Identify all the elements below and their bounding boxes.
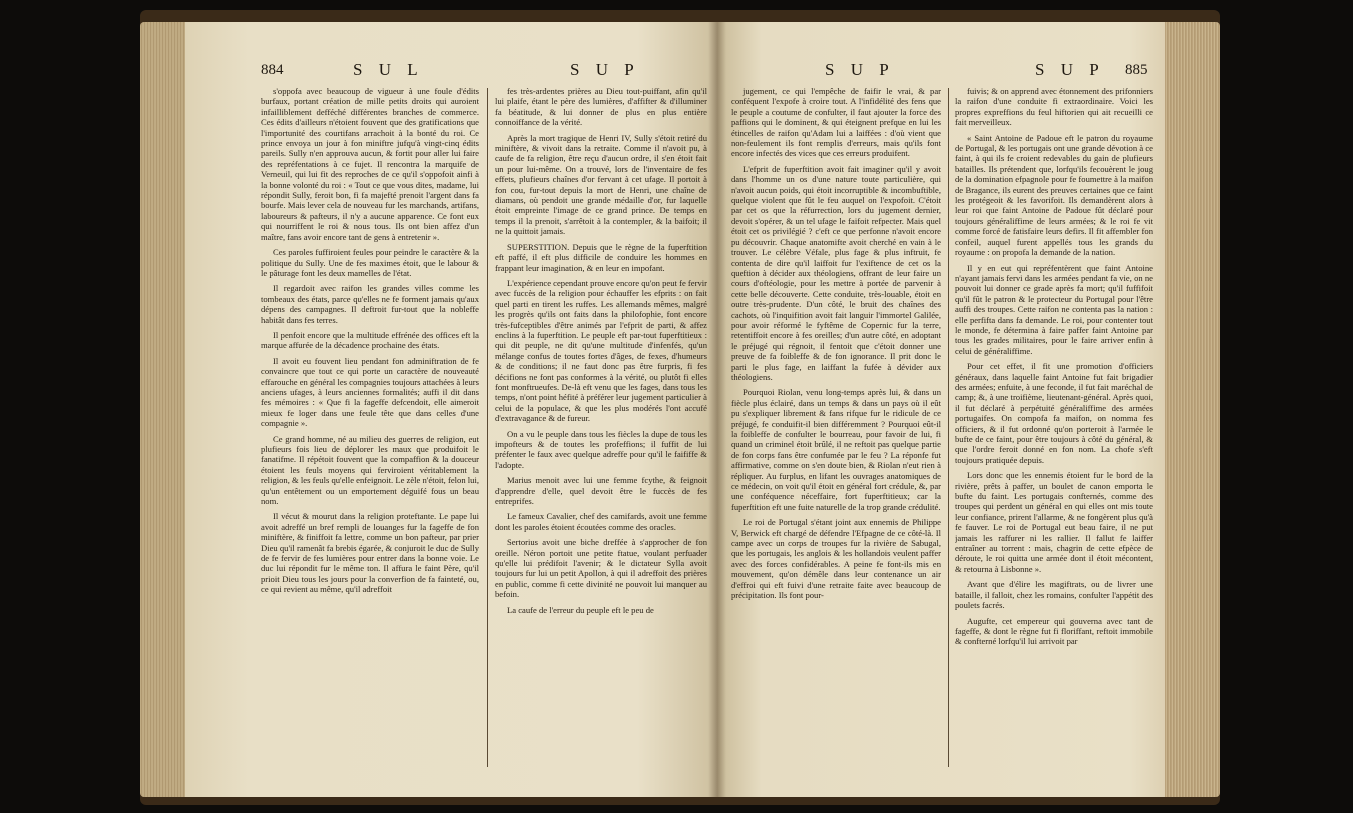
column-divider	[487, 88, 488, 767]
paragraph: Le fameux Cavalier, chef des camifards, avoit une femme dont les paroles étoient écoutées comme des oracles.	[495, 511, 707, 532]
paragraph: Pourquoi Riolan, venu long-temps après lui, & dans un fiècle plus éclairé, dans un temps & dans un pays où il eût pu s'expliquer librement & fans rifque fur le ridicule de ce préjugé, fe conduifit-il bien différemment ? Pourquoi eût-il la foibleffe de confulter le bourreau, pour favoir de lui, fi quand un criminel étoit brûlé, il ne reftoit pas quelque partie de fon corps fans être confumée par le feu ? La réponfe fut affirmative, comme on s'en doute bien, & Riolan n'eut rien à répliquer. Au furplus, en lifant les ouvrages anatomiques de ce médecin, on voit qu'il étoit en général fort crédule, &, par une conféquence néceffaire, fort fuperftitieux; car la fuperftition eft une fuite naturelle de la trop grande crédulité.	[731, 387, 941, 512]
paragraph: fuivis; & on apprend avec étonnement des prifonniers la raifon d'une conduite fi extraordinaire. Voici les propres expreffions du feul hiftorien qui ait recueilli ce fait merveilleux.	[955, 86, 1153, 128]
right-page-header-col2: S U P	[1035, 60, 1105, 79]
paragraph: Lors donc que les ennemis étoient fur le bord de la rivière, prêts à paffer, un boulet de canon emporta le bufte du faint. Les portugais confternés, comme des troupes qui perdent un général en qui elles ont mis toute leur confiance, prirent l'allarme, & ne fongèrent plus qu'à fe fauver. Le roi de Portugal eut beau faire, il ne put jamais les raffurer ni les rallier. Il fallut fe laiffer entraîner au torrent : mais, chagrin de cette efpèce de déroute, le roi quitta une armée dont il étoit mécontent, & retourna à Lisbonne ».	[955, 470, 1153, 574]
book-gutter	[708, 22, 726, 797]
right-page-number: 885	[1125, 62, 1148, 78]
right-page-column-2	[955, 86, 1153, 777]
paragraph: fes très-ardentes prières au Dieu tout-puiffant, afin qu'il lui plaife, étant le père des lumières, d'affifter & d'illuminer fa béatitude, & lui donner de plus en plus entière connoiffance de la vérité.	[495, 86, 707, 128]
paragraph: SUPERSTITION. Depuis que le règne de la fuperftition eft paffé, il eft plus difficile de conduire les hommes en frappant leur imagination, & en leur en impofant.	[495, 241, 707, 273]
left-page	[185, 22, 717, 797]
paragraph: Pour cet effet, il fit une promotion d'officiers généraux, dans laquelle faint Antoine fut fait brigadier des armées; enfuite, à une feconde, il fut fait maréchal de camp; &, à une troifième, lieutenant-général. Après quoi, il fut déclaré à perpétuité généraliffime des armées portugaifes. On compofa fa maifon, on nomma fes officiers, & il fut ordonné qu'on porteroit à l'armée le bufte de ce faint, pour être toujours à côté du général, & que l'ordre feroit donné en fon nom. La chofe s'eft toujours pratiquée depuis.	[955, 361, 1153, 465]
paragraph: Après la mort tragique de Henri IV, Sully s'étoit retiré du miniftère, & vivoit dans la retraite. Comme il n'avoit pu, à caufe de fa religion, être reçu d'aucun ordre, il s'en étoit fait un pour lui-même. On a trouvé, lors de l'inventaire de fes effets, plufieurs chaînes d'or fervant à cet ufage. Il portoit à fon cou, fur-tout depuis la mort de Henri, une chaîne de diamans, où pendoit une grande médaille d'or, fur laquelle étoit empreinte l'image de ce grand prince. De temps en temps il la prenoit, s'arrêtoit à la contempler, & la baifoit; il ne la quittoit jamais.	[495, 132, 707, 237]
paragraph: Marius menoit avec lui une femme fcythe, & feignoit d'apprendre d'elle, quel devoit être le fuccès de fes entreprifes.	[495, 475, 707, 507]
paragraph: L'expérience cependant prouve encore qu'on peut fe fervir avec fuccès de la religion pour échauffer les efprits : on fait quel parti en tirent les ruffes. Les allemands mêmes, malgré les progrès qu'ils ont faits dans la philofophie, font encore très-fufceptibles d'être animés par l'efprit de parti, & affez enclins à la fuperftition. Le peuple eft par-tout fuperftitieux : qui dit peuple, ne dit qu'une multitude d'infenfés, qu'un mélange confus de toutes fortes d'âges, de fexes, d'humeurs & de conditions; il ne faut donc pas être furpris, fi fes décifions ne font pas conformes à la vérité, ou plutôt fi elles font monftrueufes. De-là eft venu que les fages, dans tous les temps, n'ont point héfité à préférer leur jugement particulier à celui de la populace, & que les plus modérés l'ont accufé d'extravagance & de fureur.	[495, 277, 707, 424]
right-page	[717, 22, 1165, 797]
left-page-column-2	[495, 86, 707, 777]
page-edges-right	[1160, 22, 1220, 797]
paragraph: Il regardoit avec raifon les grandes villes comme les tombeaux des états, parce qu'elles ne fe forment jamais qu'aux dépens des campagnes. Il deftroit fur-tout que la nobleffe habitât dans fes terres.	[261, 283, 479, 325]
paragraph: Sertorius avoit une biche dreffée à s'approcher de fon oreille. Néron portoit une petite ftatue, voulant perfuader qu'elle lui prédifoit l'avenir; & le dictateur Sylla avoit toujours fur lui un petit Apollon, à qui il adreffoit des prières en public, comme fi cette divinité ne pouvoit lui manquer au befoin.	[495, 537, 707, 600]
left-page-column-1	[261, 86, 479, 777]
page-edges-left	[140, 22, 188, 797]
paragraph: La caufe de l'erreur du peuple eft le peu de	[507, 604, 654, 615]
paragraph: Ce grand homme, né au milieu des guerres de religion, eut plufieurs fois lieu de déplorer les maux que produifoit le fanatifme. Il répétoit fouvent que la compaffion & la douceur étoient les feuls moyens qui ferviroient véritablement la religion, & les feuls qu'elle enfeignoit. Le zèle n'étoit, felon lui, qu'un entêtement ou un emportement déguifé fous un beau nom.	[261, 433, 479, 507]
paragraph: L'efprit de fuperftition avoit fait imaginer qu'il y avoit dans l'homme un os d'une nature toute particulière, qui n'avoit aucun poids, qui étoit incorruptible & incombuftible, quelque violent que fût le feu auquel on l'expofoit. C'étoit par cet os que la réfurrection, lors du jugement dernier, devoit s'opérer, & un tel ufage le faifoit refpecter. Mais quel étoit cet os privilégié ? c'eft ce que perfonne n'avoit encore pu découvrir. Chaque anatomifte avoit cherché en vain à le trouver. Le célèbre Véfale, plus fage & plus inftruit, fe contenta de dire qu'il laiffoit fur l'exiftence de cet os la queftion à décider aux théologiens, offrant de leur faire un cours d'oftéologie, pour les mettre à portée de parvenir à cette belle découverte. Cette conduite, très-louable, étoit en outre très-prudente. D'un côté, le bruit des chaînes des cachots, où l'inquifition avoit fait languir l'immortel Galilée, pour avoir réformé le fyftême de Copernic fur la terre, retentiffoit encore à fes oreilles; d'un autre côté, en adoptant le préjugé qui régnoit, il fentoit que c'étoit donner une preuve de fa foibleffe & de fon ignorance. Il prit donc le parti le plus fage, en laiffant la fufée à dévider aux théologiens.	[731, 163, 941, 382]
paragraph: Ces paroles fuffiroient feules pour peindre le caractère & la politique du Sully. Une de fes maximes étoit, que le labour & le pâturage font les deux mamelles de l'état.	[261, 247, 479, 278]
left-page-number: 884	[261, 62, 284, 78]
left-page-header-col2: S U P	[570, 60, 640, 79]
paragraph: Il avoit eu fouvent lieu pendant fon adminiftration de fe convaincre que tout ce qui porte un caractère de nouveauté effarouche en général les compagnies toujours attachées à leurs anciens ufages, à leurs anciennes formalités; auffi il dit dans fes mémoires : « Que fi la fageffe defcendoit, elle aimeroit mieux fe loger dans une feule tête que dans celles d'une compagnie ».	[261, 355, 479, 429]
paragraph: Il penfoit encore que la multitude effrénée des offices eft la marque affurée de la décadence prochaine des états.	[261, 329, 479, 351]
paragraph: Il vécut & mourut dans la religion proteftante. Le pape lui avoit adreffé un bref rempli de louanges fur la fageffe de fon miniftère, & finiffoit fa lettre, comme un bon pafteur, par prier Dieu qu'il ramenât fa brebis égarée, & conjuroit le duc de Sully de fe fervir de fes lumières pour entrer dans la bonne voie. Le duc lui répondit fur le même ton. Il affura le faint Père, qu'il prioit Dieu tous les jours pour la converfion de fa fainteté, ou, ce qui revient au même, qu'il adreffoit	[261, 511, 479, 595]
paragraph: s'oppofa avec beaucoup de vigueur à une foule d'édits burfaux, portant création de mille petits droits qui auroient infailliblement defféché différentes branches de commerce. Ces édits d'ailleurs n'étoient fouvent que des gratifications que l'importunité des courtifans arrachoit à la bonté du roi. Ce prince envoya un jour à fon miniftre jufqu'à vingt-cinq édits pareils. Sully n'en approuva aucun, & fortit pour aller lui faire des repréfentations à ce fujet. Il rencontra la marquife de Verneuil, qui lui fit des reproches de ce qu'il s'oppofoit ainfi à la bonne volonté du roi : « Tout ce que vous dites, madame, lui répondit Sully, feroit bon, fi fa majefté prenoit l'argent dans fa bourfe. Mais lever cela de nouveau fur les marchands, artifans, laboureurs & pafteurs, il n'y a aucune apparence. Ce font eux qui nourriffent le roi & nous tous. Ils ont bien affez d'un maître, fans avoir encore tant de gens à entretenir ».	[261, 86, 479, 242]
paragraph: Il y en eut qui repréfentèrent que faint Antoine n'ayant jamais fervi dans les armées pendant fa vie, on ne pouvoit lui donner ce grade après fa mort; qu'il fuffifoit qu'il fût le patron & le protecteur du Portugal pour l'être auffi des troupes. Cette raifon ne contenta pas la nation : elle perfifta dans fa demande. Le roi, pour contenter tout le monde, fe détermina à faire paffer faint Antoine par tous les grades militaires, pour le faire arriver enfin à celui de généraliffime.	[955, 262, 1153, 356]
paragraph: jugement, ce qui l'empêche de faifir le vrai, & par conféquent l'expofe à croire tout. A l'infidélité des fens que le peuple a coutume de confulter, il faut ajouter la force des paffions qui le dominent, & qui éteignent prefque en lui les étincelles de raifon qu'Adam lui a laiffées : d'où vient que non-feulement ils font remplis d'erreurs, mais qu'ils font encore infectés des vices que ces erreurs produifent.	[731, 86, 941, 159]
paragraph: Le roi de Portugal s'étant joint aux ennemis de Philippe V, Berwick eft chargé de défendre l'Efpagne de ce côté-là. Il campe avec un corps de troupes fur la rivière de Sabugal, que les portugais, les anglois & les hollandois veulent paffer avec des forces confidérables. A peine fe font-ils mis en mouvement, qu'on démêle dans leur contenance un air d'effroi qui eft fuivi d'une retraite faite avec beaucoup de précipitation. Ils font pour-	[731, 517, 941, 601]
right-page-header-col1: S U P	[825, 60, 895, 79]
paragraph: « Saint Antoine de Padoue eft le patron du royaume de Portugal, & les portugais ont une grande dévotion à ce faint, à qui ils fe croient redevables du gain de plufieurs batailles. Ils prétendent que, lorfqu'ils fecouèrent le joug de la domination efpagnole pour fe foumettre à la maifon de Bragance, ils eurent des preuves certaines que ce faint les protégeoit & les favorifoit. Ils demandèrent alors à leur roi que faint Antoine de Padoue fût déclaré pour toujours généraliffime de leurs armées; & le roi fe vit comme forcé de fatisfaire leurs defirs. Il fit affembler fon confeil, auquel furent appellés tous les grands du royaume : on propofa la demande de la nation.	[955, 132, 1153, 258]
paragraph: Augufte, cet empereur qui gouverna avec tant de fageffe, & dont le règne fut fi floriffant, reftoit immobile & confterné lorfqu'il lui arrivoit par	[955, 615, 1153, 647]
column-divider	[948, 88, 949, 767]
paragraph: Avant que d'élire les magiftrats, ou de livrer une bataille, il falloit, chez les romains, confulter l'appétit des poulets facrés.	[955, 579, 1153, 611]
left-page-header-col1: S U L	[353, 60, 424, 79]
right-page-column-1	[731, 86, 941, 777]
paragraph: On a vu le peuple dans tous les fiècles la dupe de tous les impofteurs & de toutes les profeffions; il fuffit de lui préfenter le faux avec quelque adreffe pour qu'il le faififfe & l'adopte.	[495, 428, 707, 470]
